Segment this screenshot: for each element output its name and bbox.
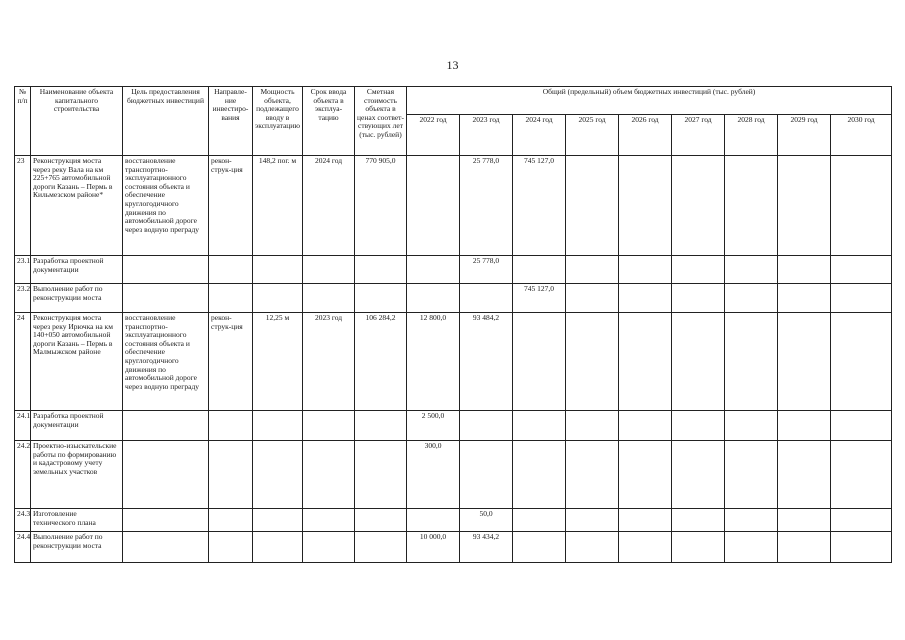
row-y2023: 93 484,2 [460, 313, 513, 411]
row-cost [355, 256, 407, 284]
row-y2029 [778, 313, 831, 411]
row-y2030 [831, 313, 892, 411]
table-row [15, 411, 892, 441]
row-direction: рекон-струк-ция [209, 156, 253, 256]
budget-investments-table [14, 86, 892, 563]
row-term [303, 532, 355, 563]
row-name: Разработка проектной документации [31, 411, 123, 441]
row-y2030 [831, 441, 892, 509]
row-y2027 [672, 509, 725, 532]
row-goal [123, 411, 209, 441]
header-year-2028: 2028 год [725, 115, 778, 156]
table-row [15, 313, 892, 411]
header-year-2024: 2024 год [513, 115, 566, 156]
row-capacity: 148,2 пог. м [253, 156, 303, 256]
row-num: 23 [15, 156, 31, 256]
row-y2029 [778, 411, 831, 441]
row-term: 2023 год [303, 313, 355, 411]
row-cost [355, 441, 407, 509]
row-capacity: 12,25 м [253, 313, 303, 411]
header-year-2029: 2029 год [778, 115, 831, 156]
table-row [15, 156, 892, 256]
row-direction [209, 284, 253, 313]
row-cost [355, 509, 407, 532]
row-y2028 [725, 313, 778, 411]
row-y2027 [672, 156, 725, 256]
row-y2023: 93 434,2 [460, 532, 513, 563]
row-y2023: 50,0 [460, 509, 513, 532]
row-y2028 [725, 411, 778, 441]
row-y2024 [513, 256, 566, 284]
row-goal [123, 532, 209, 563]
row-term [303, 441, 355, 509]
row-num: 24 [15, 313, 31, 411]
row-y2030 [831, 156, 892, 256]
row-y2023 [460, 284, 513, 313]
row-cost [355, 411, 407, 441]
table-row [15, 441, 892, 509]
row-capacity [253, 256, 303, 284]
header-direction: Направле-ние инвестиро-вания [209, 87, 253, 156]
row-y2024 [513, 441, 566, 509]
row-term [303, 411, 355, 441]
row-y2027 [672, 256, 725, 284]
row-cost [355, 284, 407, 313]
row-y2029 [778, 509, 831, 532]
header-year-2027: 2027 год [672, 115, 725, 156]
row-name: Проектно-изыскательские работы по формированию и кадастровому учету земельных участков [31, 441, 123, 509]
row-direction [209, 441, 253, 509]
row-y2029 [778, 156, 831, 256]
row-y2024 [513, 509, 566, 532]
row-cost [355, 532, 407, 563]
row-y2022: 10 000,0 [407, 532, 460, 563]
row-name: Выполнение работ по реконструкции моста [31, 284, 123, 313]
header-capacity: Мощность объекта, подлежащего вводу в эксплуатацию [253, 87, 303, 156]
row-y2024: 745 127,0 [513, 156, 566, 256]
row-y2025 [566, 313, 619, 411]
row-y2025 [566, 284, 619, 313]
row-y2025 [566, 441, 619, 509]
row-direction [209, 256, 253, 284]
row-goal: восстановление транспортно-эксплуатационного состояния объекта и обеспечение круглогодичного движения по автомобильной дороге через водную преграду [123, 313, 209, 411]
row-y2026 [619, 284, 672, 313]
row-y2027 [672, 284, 725, 313]
row-y2022 [407, 156, 460, 256]
row-y2022: 2 500,0 [407, 411, 460, 441]
row-y2025 [566, 156, 619, 256]
row-y2027 [672, 411, 725, 441]
row-y2028 [725, 509, 778, 532]
row-capacity [253, 284, 303, 313]
row-capacity [253, 411, 303, 441]
row-y2024 [513, 411, 566, 441]
row-y2025 [566, 411, 619, 441]
row-y2027 [672, 441, 725, 509]
row-y2030 [831, 411, 892, 441]
header-name: Наименование объекта капитального строительства [31, 87, 123, 156]
row-y2023: 25 778,0 [460, 156, 513, 256]
header-year-2026: 2026 год [619, 115, 672, 156]
row-term [303, 284, 355, 313]
row-direction: рекон-струк-ция [209, 313, 253, 411]
row-capacity [253, 509, 303, 532]
row-y2025 [566, 532, 619, 563]
row-name: Реконструкция моста через реку Вала на км 225+765 автомобильной дороги Казань – Пермь в Кильмезском районе* [31, 156, 123, 256]
row-y2030 [831, 256, 892, 284]
row-y2030 [831, 532, 892, 563]
row-y2026 [619, 313, 672, 411]
row-y2023 [460, 411, 513, 441]
row-y2029 [778, 532, 831, 563]
row-y2026 [619, 441, 672, 509]
row-y2025 [566, 509, 619, 532]
header-year-2023: 2023 год [460, 115, 513, 156]
header-goal: Цель предоставления бюджетных инвестиций [123, 87, 209, 156]
row-y2024 [513, 313, 566, 411]
header-year-2022: 2022 год [407, 115, 460, 156]
row-num: 24.3 [15, 509, 31, 532]
row-y2025 [566, 256, 619, 284]
page-number: 13 [446, 58, 459, 72]
row-y2030 [831, 509, 892, 532]
row-y2026 [619, 156, 672, 256]
row-num: 24.2 [15, 441, 31, 509]
row-y2022: 300,0 [407, 441, 460, 509]
row-capacity [253, 532, 303, 563]
header-cost: Сметная стоимость объекта в ценах соответ-ствующих лет (тыс. рублей) [355, 87, 407, 156]
row-term: 2024 год [303, 156, 355, 256]
row-num: 24.4 [15, 532, 31, 563]
row-name: Выполнение работ по реконструкции моста [31, 532, 123, 563]
row-y2023: 25 778,0 [460, 256, 513, 284]
row-name: Реконструкция моста через реку Ирючка на км 140+050 автомобильной дороги Казань – Пермь в Малмыжском районе [31, 313, 123, 411]
table-row [15, 256, 892, 284]
row-name: Изготовление технического плана [31, 509, 123, 532]
row-y2022: 12 800,0 [407, 313, 460, 411]
row-num: 23.1 [15, 256, 31, 284]
table-row [15, 532, 892, 563]
row-term [303, 509, 355, 532]
row-y2024: 745 127,0 [513, 284, 566, 313]
row-cost: 770 905,0 [355, 156, 407, 256]
row-direction [209, 532, 253, 563]
row-y2024 [513, 532, 566, 563]
row-y2028 [725, 532, 778, 563]
row-goal [123, 509, 209, 532]
header-year-2025: 2025 год [566, 115, 619, 156]
row-direction [209, 509, 253, 532]
header-num: № п/п [15, 87, 31, 156]
row-y2026 [619, 509, 672, 532]
row-goal [123, 256, 209, 284]
row-y2026 [619, 256, 672, 284]
row-y2026 [619, 532, 672, 563]
row-goal: восстановление транспортно-эксплуатационного состояния объекта и обеспечение круглогодичного движения по автомобильной дороге через водную преграду [123, 156, 209, 256]
row-y2022 [407, 509, 460, 532]
table-row [15, 284, 892, 313]
row-y2028 [725, 441, 778, 509]
row-y2029 [778, 284, 831, 313]
row-y2028 [725, 156, 778, 256]
header-year-2030: 2030 год [831, 115, 892, 156]
row-term [303, 256, 355, 284]
row-y2026 [619, 411, 672, 441]
row-y2029 [778, 441, 831, 509]
header-total: Общий (предельный) объем бюджетных инвестиций (тыс. рублей) [407, 87, 892, 115]
row-y2029 [778, 256, 831, 284]
row-name: Разработка проектной документации [31, 256, 123, 284]
table-row [15, 509, 892, 532]
row-y2023 [460, 441, 513, 509]
row-goal [123, 284, 209, 313]
row-y2027 [672, 313, 725, 411]
row-direction [209, 411, 253, 441]
row-y2027 [672, 532, 725, 563]
row-y2028 [725, 256, 778, 284]
row-cost: 106 284,2 [355, 313, 407, 411]
row-y2022 [407, 284, 460, 313]
row-capacity [253, 441, 303, 509]
header-term: Срок ввода объекта в эксплуа-тацию [303, 87, 355, 156]
row-y2028 [725, 284, 778, 313]
row-num: 23.2 [15, 284, 31, 313]
row-y2022 [407, 256, 460, 284]
row-num: 24.1 [15, 411, 31, 441]
row-y2030 [831, 284, 892, 313]
row-goal [123, 441, 209, 509]
